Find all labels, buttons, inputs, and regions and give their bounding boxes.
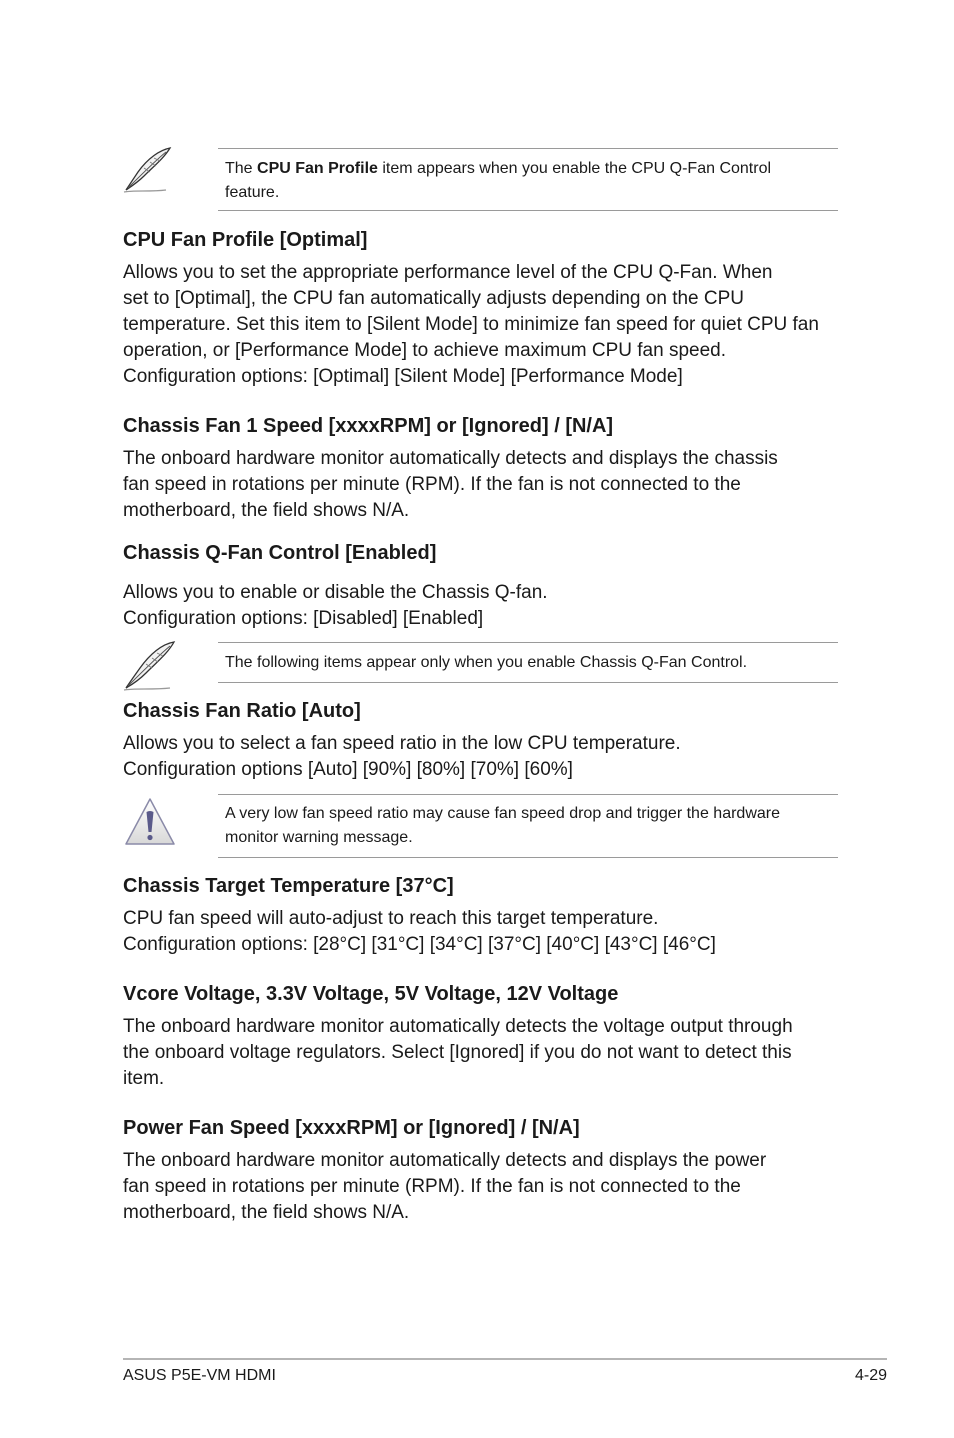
note-chassis-q-fan xyxy=(225,651,835,675)
note-line1: The following items appear only when you enable Chassis Q-Fan Control. xyxy=(225,654,748,671)
text-line: Allows you to select a fan speed ratio in the low CPU temperature. xyxy=(123,733,681,754)
paragraph-power-fan-speed xyxy=(123,1148,843,1226)
text-line: CPU fan speed will auto-adjust to reach this target temperature. xyxy=(123,908,659,929)
text-line: fan speed in rotations per minute (RPM). If the fan is not connected to the xyxy=(123,474,741,495)
footer-rule xyxy=(123,1358,887,1360)
heading-cpu-fan-profile: CPU Fan Profile [Optimal] xyxy=(123,229,368,251)
paragraph-chassis-fan-1-speed xyxy=(123,446,843,524)
warning-triangle-icon xyxy=(124,797,176,847)
text-line: Configuration options: [Optimal] [Silent Mode] [Performance Mode] xyxy=(123,366,683,387)
note-pen-icon xyxy=(120,640,180,694)
text-line: motherboard, the field shows N/A. xyxy=(123,500,410,521)
paragraph-voltages xyxy=(123,1014,843,1092)
text-line: Allows you to set the appropriate performance level of the CPU Q-Fan. When xyxy=(123,262,773,283)
text-line: The onboard hardware monitor automatically detects and displays the chassis xyxy=(123,448,778,469)
text-line: item. xyxy=(123,1068,165,1089)
text-line: Configuration options: [28°C] [31°C] [34°C] [37°C] [40°C] [43°C] [46°C] xyxy=(123,934,716,955)
text-line: set to [Optimal], the CPU fan automatically adjusts depending on the CPU xyxy=(123,288,744,309)
text-line: Allows you to enable or disable the Chassis Q-fan. xyxy=(123,582,548,603)
note-bottom-rule xyxy=(218,682,838,683)
note-top-rule xyxy=(218,642,838,643)
note-top-rule xyxy=(218,148,838,149)
note-line1-rest: item appears when you enable the CPU Q-Fan Control xyxy=(377,160,772,177)
text-line: fan speed in rotations per minute (RPM). If the fan is not connected to the xyxy=(123,1176,741,1197)
heading-chassis-q-fan-control: Chassis Q-Fan Control [Enabled] xyxy=(123,542,437,564)
note-bold-term: CPU Fan Profile xyxy=(257,160,378,177)
text-line: temperature. Set this item to [Silent Mode] to minimize fan speed for quiet CPU fan xyxy=(123,314,819,335)
note-cpu-fan-profile xyxy=(225,157,835,205)
warning-bottom-rule xyxy=(218,857,838,858)
text-line: Configuration options [Auto] [90%] [80%] [70%] [60%] xyxy=(123,759,573,780)
text-line: Configuration options: [Disabled] [Enabled] xyxy=(123,608,484,629)
paragraph-cpu-fan-profile xyxy=(123,260,843,390)
text-line: The onboard hardware monitor automatically detects and displays the power xyxy=(123,1150,767,1171)
note-bottom-rule xyxy=(218,210,838,211)
note-pen-icon xyxy=(120,146,176,196)
footer-product-name: ASUS P5E-VM HDMI xyxy=(123,1367,276,1384)
paragraph-chassis-target-temperature xyxy=(123,906,843,958)
heading-chassis-target-temperature: Chassis Target Temperature [37°C] xyxy=(123,875,454,897)
note-prefix: The xyxy=(225,160,258,177)
heading-voltages: Vcore Voltage, 3.3V Voltage, 5V Voltage, 12V Voltage xyxy=(123,983,619,1005)
text-line: motherboard, the field shows N/A. xyxy=(123,1202,410,1223)
footer-page-number: 4-29 xyxy=(854,1367,887,1384)
note-line2: feature. xyxy=(225,184,280,201)
heading-chassis-fan-1-speed: Chassis Fan 1 Speed [xxxxRPM] or [Ignored] / [N/A] xyxy=(123,415,614,437)
warning-line2: monitor warning message. xyxy=(225,829,413,846)
heading-chassis-fan-ratio: Chassis Fan Ratio [Auto] xyxy=(123,700,361,722)
warning-fan-ratio xyxy=(225,802,835,850)
paragraph-chassis-fan-ratio xyxy=(123,731,843,783)
paragraph-chassis-q-fan-control xyxy=(123,580,843,632)
warning-top-rule xyxy=(218,794,838,795)
text-line: the onboard voltage regulators. Select [Ignored] if you do not want to detect this xyxy=(123,1042,792,1063)
text-line: The onboard hardware monitor automatically detects the voltage output through xyxy=(123,1016,793,1037)
heading-power-fan-speed: Power Fan Speed [xxxxRPM] or [Ignored] / [N/A] xyxy=(123,1117,580,1139)
text-line: operation, or [Performance Mode] to achieve maximum CPU fan speed. xyxy=(123,340,727,361)
warning-line1: A very low fan speed ratio may cause fan speed drop and trigger the hardware xyxy=(225,805,780,822)
